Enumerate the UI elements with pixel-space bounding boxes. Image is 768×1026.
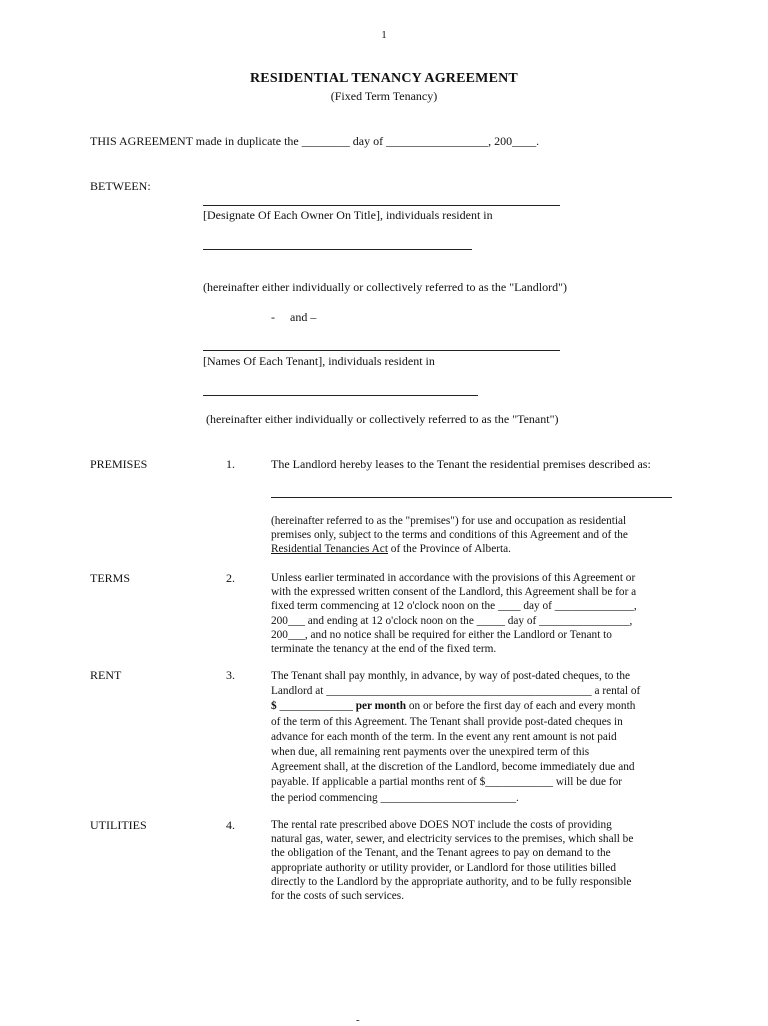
- terms-text-line: Unless earlier terminated in accordance with the provisions of this Agreement or: [271, 572, 636, 584]
- rent-text-line: advance for each month of the term. In the event any rent amount is not paid: [271, 730, 617, 743]
- section-number-utilities: 4.: [226, 818, 235, 832]
- terms-text-line: 200___, and no notice shall be required for either the Landlord or Tenant to: [271, 628, 612, 641]
- utilities-text-line: appropriate authority or utility provider, or Landlord for those utilities billed: [271, 861, 616, 874]
- rent-text-line: The Tenant shall pay monthly, in advance, by way of post-dated cheques, to the: [271, 670, 631, 682]
- rent-text-line: payable. If applicable a partial months rent of $____________ will be due for: [271, 776, 623, 789]
- per-month-label: per month: [355, 700, 407, 713]
- page-number: 1: [381, 29, 387, 41]
- terms-text-line: 200___ and ending at 12 o'clock noon on the _____ day of ________________,: [271, 614, 633, 627]
- document-subtitle: (Fixed Term Tenancy): [330, 89, 438, 103]
- and-separator: - and –: [271, 310, 317, 324]
- section-label-terms: TERMS: [90, 571, 131, 585]
- rent-text-line: Landlord at _______________________________________________ a rental of: [271, 685, 641, 698]
- section-label-rent: RENT: [90, 668, 122, 682]
- section-number-premises: 1.: [226, 457, 235, 471]
- utilities-paragraph: [271, 818, 681, 903]
- rent-paragraph: [271, 669, 681, 806]
- rent-text-line: when due, all remaining rent payments over the unexpired term of this: [271, 746, 590, 759]
- section-number-rent: 3.: [226, 668, 235, 682]
- utilities-text-line: the obligation of the Tenant, and the Tenant agrees to pay on demand to the: [271, 847, 611, 860]
- rent-amount-blank: _____________: [276, 700, 356, 713]
- dollar-sign: $: [271, 700, 277, 713]
- agreement-intro-line: THIS AGREEMENT made in duplicate the ________ day of _________________, 200____.: [90, 134, 540, 148]
- premises-intro: The Landlord hereby leases to the Tenant the residential premises described as:: [271, 457, 651, 471]
- landlord-reference: (hereinafter either individually or collectively referred to as the "Landlord"): [203, 280, 567, 294]
- terms-text-line: terminate the tenancy at the end of the fixed term.: [271, 643, 497, 656]
- premises-paragraph: [271, 514, 681, 557]
- owner-residence-line: [203, 249, 472, 250]
- page-bottom-mark: -: [356, 1014, 360, 1026]
- premises-description-line: [271, 497, 672, 498]
- act-name: Residential Tenancies Act: [271, 543, 388, 556]
- utilities-text-line: directly to the Landlord by the appropriate authority, and to be fully responsible: [271, 875, 632, 888]
- tenant-name-line: [203, 350, 560, 351]
- between-label: BETWEEN:: [90, 179, 151, 193]
- terms-text-line: with the expressed written consent of the Landlord, this Agreement shall be for a: [271, 586, 637, 599]
- premises-text-line: (hereinafter referred to as the "premises") for use and occupation as residential: [271, 515, 627, 527]
- rent-text-tail: on or before the first day of each and every month: [406, 700, 636, 713]
- tenant-reference: (hereinafter either individually or collectively referred to as the "Tenant"): [206, 412, 559, 426]
- tenant-residence-line: [203, 395, 478, 396]
- tenant-caption: [Names Of Each Tenant], individuals resident in: [203, 354, 435, 368]
- premises-text-line: premises only, subject to the terms and conditions of this Agreement and of the: [271, 529, 628, 542]
- document-title: RESIDENTIAL TENANCY AGREEMENT: [250, 71, 518, 86]
- utilities-text-line: natural gas, water, sewer, and electricity services to the premises, which shall be: [271, 833, 634, 846]
- utilities-text-line: for the costs of such services.: [271, 890, 405, 903]
- premises-text-line: [271, 542, 681, 556]
- terms-text-line: fixed term commencing at 12 o'clock noon on the ____ day of ______________,: [271, 600, 637, 613]
- premises-text-tail: of the Province of Alberta.: [387, 543, 511, 556]
- section-label-premises: PREMISES: [90, 457, 148, 471]
- rent-text-line: the period commencing ________________________.: [271, 791, 519, 804]
- owner-caption: [Designate Of Each Owner On Title], individuals resident in: [203, 208, 493, 222]
- rent-text-line: Agreement shall, at the discretion of the Landlord, become immediately due and: [271, 761, 635, 774]
- rent-text-line: of the term of this Agreement. The Tenant shall provide post-dated cheques in: [271, 715, 623, 728]
- rent-amount-line: [271, 699, 681, 714]
- utilities-text-line: The rental rate prescribed above DOES NOT include the costs of providing: [271, 819, 612, 831]
- owner-name-line: [203, 205, 560, 206]
- section-number-terms: 2.: [226, 571, 235, 585]
- terms-paragraph: [271, 571, 681, 656]
- section-label-utilities: UTILITIES: [90, 818, 147, 832]
